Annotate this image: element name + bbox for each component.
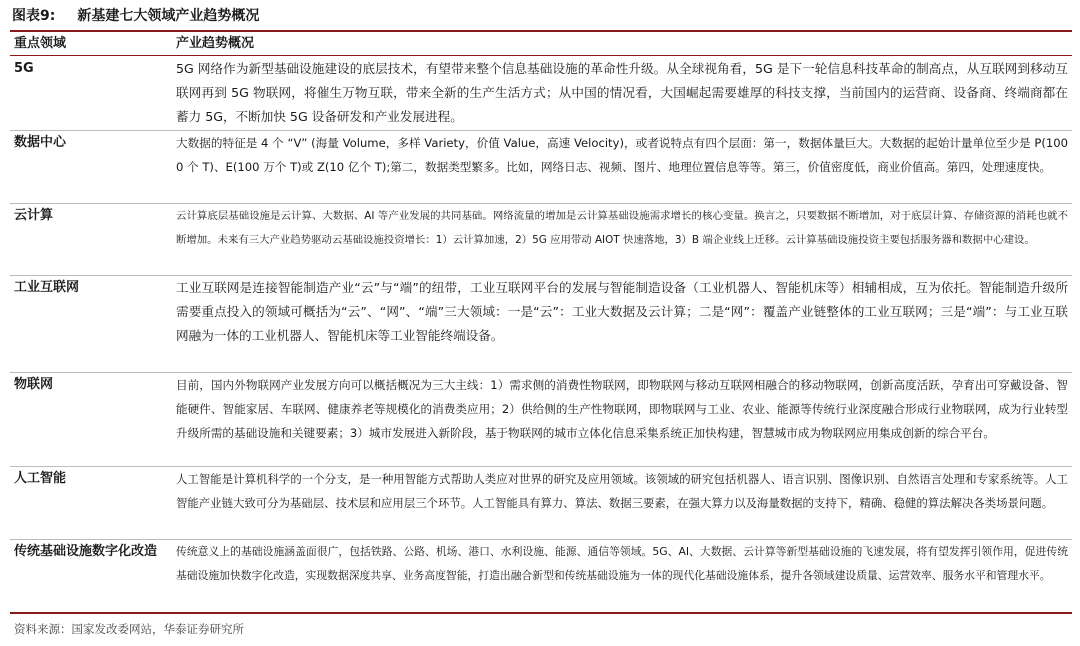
row-category: 工业互联网 [14, 280, 80, 295]
header-col-field: 重点领域 [14, 36, 67, 51]
table-row [10, 276, 1072, 373]
table-row [10, 204, 1072, 276]
row-category: 传统基础设施数字化改造 [14, 544, 158, 559]
table-row [10, 540, 1072, 612]
source-note: 资料来源：国家发改委网站，华泰证券研究所 [14, 622, 244, 636]
table-row [10, 57, 1072, 131]
table-row [10, 373, 1072, 467]
row-category: 数据中心 [14, 135, 67, 150]
row-description: 5G 网络作为新型基础设施建设的底层技术，有望带来整个信息基础设施的革命性升级。从全球视角看，5G 是下一轮信息科技革命的制高点，从互联网到移动互联网再到 5G 物联网，将催生万物互联，带来全新的生产生活方式；从中国的情况看，大国崛起需要雄厚的科技支撑，当前国内的运营商、设备商、终端商都在蓄力 5G，不断加快 5G 设备研发和产业发展进程。 [176, 61, 1068, 124]
top-rule [10, 30, 1072, 32]
bottom-rule [10, 612, 1072, 614]
row-category: 5G [14, 61, 34, 76]
row-category: 物联网 [14, 377, 54, 392]
row-description: 云计算底层基础设施是云计算、大数据、AI 等产业发展的共同基础。网络流量的增加是云计算基础设施需求增长的核心变量。换言之，只要数据不断增加，对于底层计算、存储资源的消耗也就不断增加。未来有三大产业趋势驱动云基础设施投资增长：1）云计算加速，2）5G 应用带动 AIOT 快速落地，3）B 端企业线上迁移。云计算基础设施投资主要包括服务器和数据中心建设。 [176, 210, 1068, 246]
row-description: 目前，国内外物联网产业发展方向可以概括概况为三大主线：1）需求侧的消费性物联网，即物联网与移动互联网相融合的移动物联网，创新高度活跃，孕育出可穿戴设备、智能硬件、智能家居、车联网、健康养老等规模化的消费类应用；2）供给侧的生产性物联网，即物联网与工业、农业、能源等传统行业深度融合形成行业物联网，成为行业转型升级所需的基础设施和关键要素；3）城市发展进入新阶段，基于物联网的城市立体化信息采集系统正加快构建，智慧城市成为物联网应用集成创新的综合平台。 [176, 378, 1068, 440]
row-description: 工业互联网是连接智能制造产业“云”与“端”的纽带，工业互联网平台的发展与智能制造设备（工业机器人、智能机床等）相辅相成，互为依托。智能制造升级所需要重点投入的领域可概括为“云”、“网”、“端”三大领域：一是“云”：工业大数据及云计算；二是“网”：覆盖产业链整体的工业互联网；三是“端”：与工业互联网融为一体的工业机器人、智能机床等工业智能终端设备。 [176, 280, 1068, 343]
figure-title [12, 6, 259, 26]
row-description: 传统意义上的基础设施涵盖面很广，包括铁路、公路、机场、港口、水利设施、能源、通信等领域。5G、AI、大数据、云计算等新型基础设施的飞速发展，将有望发挥引领作用，促进传统基础设施加快数字化改造，实现数据深度共享、业务高度智能，打造出融合新型和传统基础设施为一体的现代化基础设施体系，提升各领域建设质量、运营效率、服务水平和管理水平。 [176, 545, 1068, 582]
figure-title-text: 新基建七大领域产业趋势概况 [77, 8, 260, 24]
header-col-trend: 产业趋势概况 [176, 36, 255, 51]
row-category: 云计算 [14, 208, 54, 223]
header-rule [10, 55, 1072, 56]
row-category: 人工智能 [14, 471, 67, 486]
row-description: 人工智能是计算机科学的一个分支，是一种用智能方式帮助人类应对世界的研究及应用领域。该领域的研究包括机器人、语言识别、图像识别、自然语言处理和专家系统等。人工智能产业链大致可分为基础层、技术层和应用层三个环节。人工智能具有算力、算法、数据三要素，在强大算力以及海量数据的支持下，精确、稳健的算法解决各类场景问题。 [176, 472, 1068, 510]
table-row [10, 131, 1072, 204]
row-description: 大数据的特征是 4 个 “V” (海量 Volume，多样 Variety，价值 Value，高速 Velocity)，或者说特点有四个层面：第一，数据体量巨大。大数据的起始计量单位至少是 P(1000 个 T)、E(100 万个 T)或 Z(10 亿个 T);第二，数据类型繁多。比如，网络日志、视频、图片、地理位置信息等等。第三，价值密度低，商业价值高。第四，处理速度快。 [176, 136, 1068, 174]
figure-label: 图表9: [12, 8, 56, 24]
table-row [10, 467, 1072, 540]
